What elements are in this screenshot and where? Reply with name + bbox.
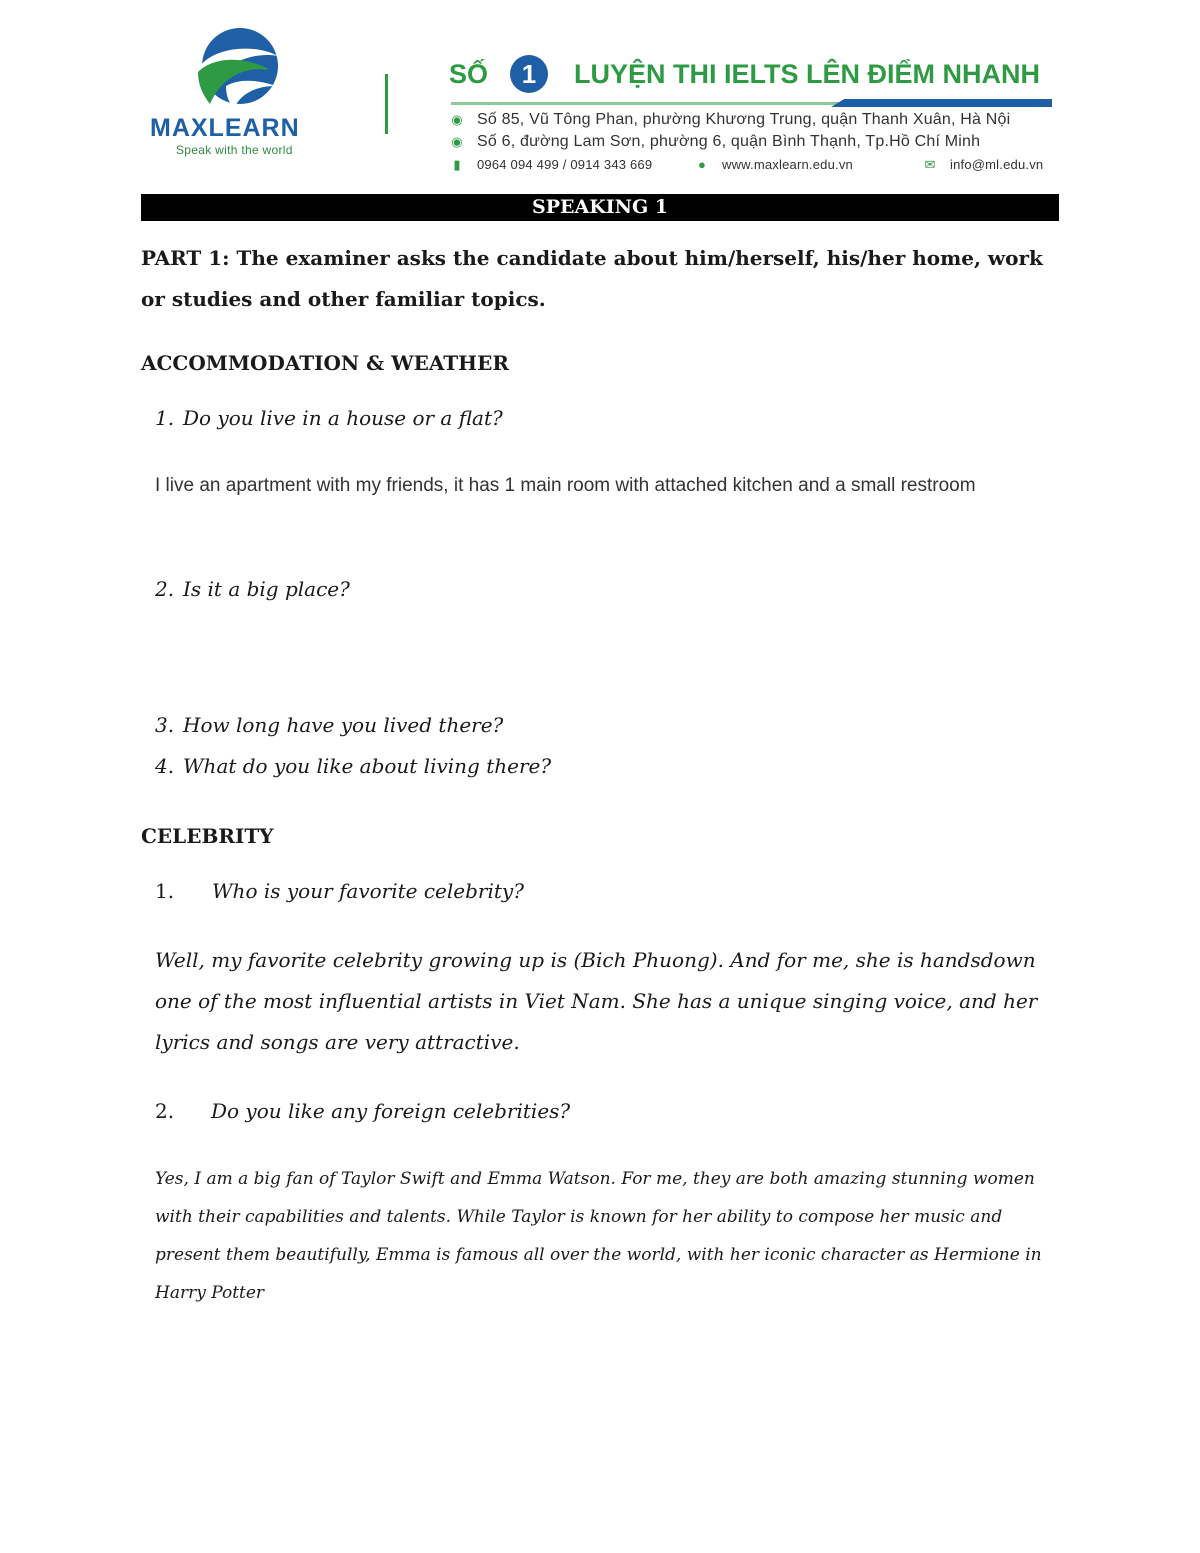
- question-number: 3.: [155, 713, 175, 737]
- question-3: [155, 713, 503, 737]
- logo-tagline: Speak with the world: [176, 143, 293, 157]
- answer-celebrity-2: Yes, I am a big fan of Taylor Swift and Emma Watson. For me, they are both amazing stunning women with their capabilities and talents. While Taylor is known for her ability to compose her music and present them beautifully, Emma is famous all over the world, with her iconic character as Hermione in Harry Potter: [155, 1169, 1042, 1303]
- phone-icon: ▮: [453, 157, 461, 172]
- question-celebrity-2: [155, 1099, 570, 1123]
- question-text: Do you live in a house or a flat?: [183, 406, 503, 430]
- answer-celebrity-1: Well, my favorite celebrity growing up is (Bich Phuong). And for me, she is handsdown one of the most influential artists in Viet Nam. She has a unique singing voice, and her lyrics and songs are very attractive.: [155, 948, 1038, 1054]
- part-intro: PART 1: The examiner asks the candidate about him/herself, his/her home, work or studies and other familiar topics.: [141, 246, 1043, 311]
- header-divider: [385, 74, 388, 134]
- question-text: Who is your favorite celebrity?: [212, 879, 524, 903]
- location-pin-icon: ◉: [451, 134, 463, 149]
- slogan-text: LUYỆN THI IELTS LÊN ĐIỂM NHANH: [574, 58, 1041, 89]
- question-4: [155, 754, 551, 778]
- location-pin-icon: ◉: [451, 112, 463, 127]
- section-heading-accommodation: ACCOMMODATION & WEATHER: [141, 351, 509, 375]
- question-number: 1.: [155, 879, 175, 903]
- page-title: SPEAKING 1: [141, 194, 1059, 221]
- answer-1: I live an apartment with my friends, it has 1 main room with attached kitchen and a small restroom: [155, 475, 976, 496]
- mail-icon: ✉: [924, 157, 936, 172]
- slogan-number-badge: 1: [510, 55, 548, 93]
- question-text: How long have you lived there?: [183, 713, 504, 737]
- question-text: Do you like any foreign celebrities?: [211, 1099, 571, 1123]
- logo-wordmark: MAXLEARN: [150, 114, 300, 142]
- maxlearn-logo-icon: [196, 26, 280, 110]
- address-hcm: ◉ Số 6, đường Lam Sơn, phường 6, quận Bình Thạnh, Tp.Hồ Chí Minh: [449, 133, 980, 151]
- question-number: 1.: [155, 406, 175, 430]
- slogan: [449, 52, 1040, 96]
- globe-icon: ●: [697, 157, 707, 172]
- question-1: [155, 406, 503, 430]
- question-text: What do you like about living there?: [183, 754, 552, 778]
- question-text: Is it a big place?: [183, 577, 350, 601]
- slogan-underline: [451, 99, 1052, 107]
- question-celebrity-1: [155, 879, 524, 903]
- question-number: 2.: [155, 1099, 175, 1123]
- phone-line: ▮ 0964 094 499 / 0914 343 669: [449, 157, 652, 173]
- question-number: 2.: [155, 577, 175, 601]
- section-heading-celebrity: CELEBRITY: [141, 824, 274, 848]
- question-2: [155, 577, 350, 601]
- question-number: 4.: [155, 754, 175, 778]
- email-line: ✉ info@ml.edu.vn: [922, 157, 1043, 173]
- website-line: ● www.maxlearn.edu.vn: [694, 157, 853, 172]
- slogan-prefix: SỐ: [449, 58, 489, 89]
- address-hanoi: ◉ Số 85, Vũ Tông Phan, phường Khương Trung, quận Thanh Xuân, Hà Nội: [449, 111, 1010, 129]
